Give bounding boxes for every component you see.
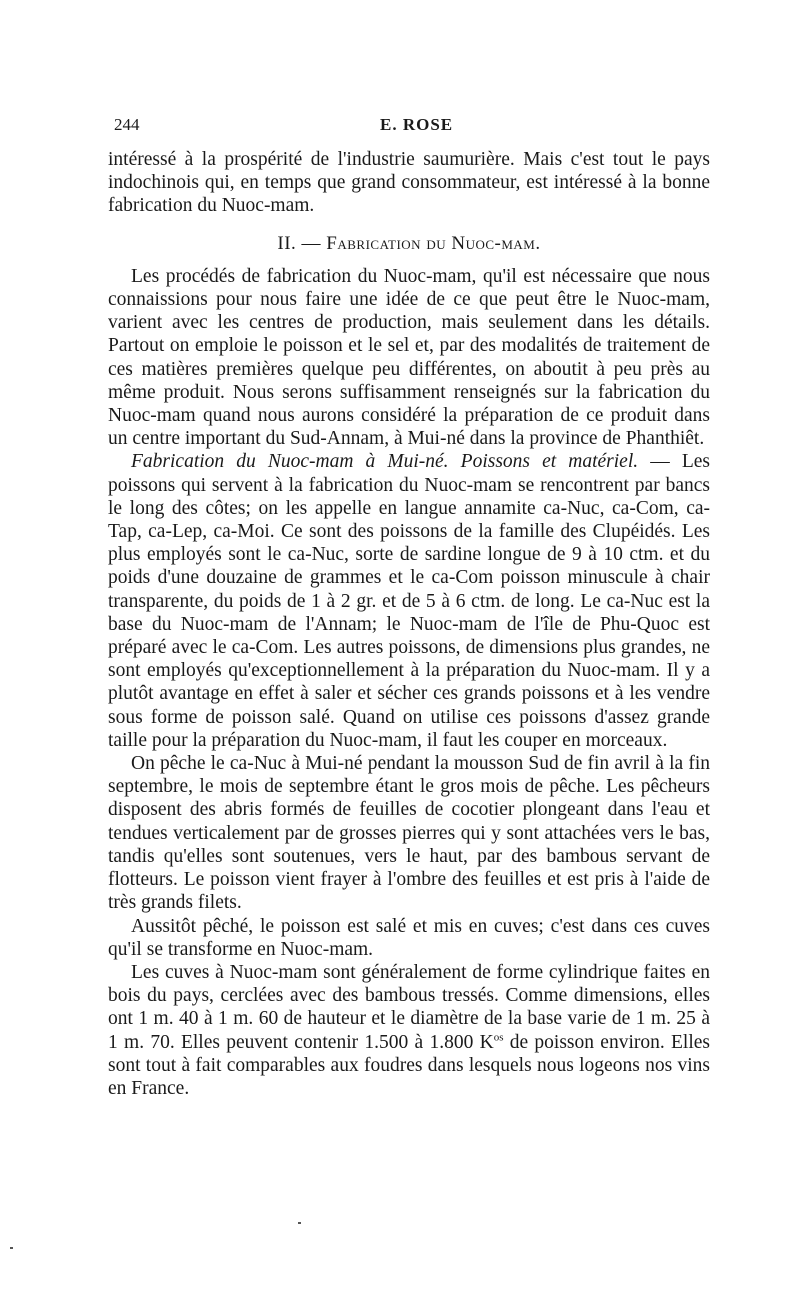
scan-speck [10,1247,13,1249]
paragraph-1: intéressé à la prospérité de l'industrie saumurière. Mais c'est tout le pays indochinois qui, en temps que grand consommateur, est intéressé à la bonne fabrication du Nuoc-mam. [108,149,710,217]
paragraph-2: Les procédés de fabrication du Nuoc-mam, qu'il est nécessaire que nous connaissions pour nous faire une idée de ce que peut être le Nuoc-mam, varient avec les centres de production, mais seulement dans les détails. Partout on emploie le poisson et le sel et, par des modalités de traitement de ces matières premières quelque peu différentes, on aboutit à peu près au même produit. Nous serons suffisamment renseignés sur la fabrication du Nuoc-mam quand nous aurons considéré la préparation de ce produit dans un centre important du Sud-Annam, à Mui-né dans la province de Phanthiêt. [108,265,710,450]
running-head: E. ROSE [380,115,454,134]
subsection-heading: Fabrication du Nuoc-mam à Mui-né. Poissons et matériel. [131,451,639,473]
paragraph-6-text-a: Les cuves à Nuoc-mam sont généralement de forme cylindrique faites en bois du pays, cerclées avec des bambous tressés. Comme dimensions, elles ont 1 m. 40 à 1 m. 60 de hauteur et le diamètre de la base varie de 1 m. 25 à 1 m. 70. Elles peuvent contenir 1.500 à 1.800 K [108,961,710,1053]
page-number: 244 [114,115,140,134]
page-header [110,115,710,139]
paragraph-6 [108,961,710,1100]
paragraph-6-text-b: de poisson environ. Elles sont tout à fait comparables aux foudres dans lesquels nous logeons nos vins en France. [108,1031,710,1099]
paragraph-4: On pêche le ca-Nuc à Mui-né pendant la mousson Sud de fin avril à la fin septembre, le mois de septembre étant le gros mois de pêche. Les pêcheurs disposent des abris formés de feuilles de cocotier plongeant dans l'eau et tendues verticalement par de grosses pierres qui y sont attachées vers le bas, tandis qu'elles sont soutenues, vers le haut, par des bambous servant de flotteurs. Le poisson vient frayer à l'ombre des feuilles et est pris à l'aide de très grands filets. [108,753,710,914]
paragraph-6-superscript: os [493,1031,504,1044]
paragraph-5: Aussitôt pêché, le poisson est salé et mis en cuves; c'est dans ces cuves qu'il se transforme en Nuoc-mam. [108,915,710,960]
section-title: II. — Fabrication du Nuoc-mam. [277,232,541,254]
body-text [108,148,710,1100]
paragraph-3 [108,450,710,752]
scan-speck [298,1222,301,1224]
paragraph-3-text: — Les poissons qui servent à la fabrication du Nuoc-mam se rencontrent par bancs le long des côtes; on les appelle en langue annamite ca-Nuc, ca-Com, ca-Tap, ca-Lep, ca-Moi. Ce sont des poissons de la famille des Clupéidés. Les plus employés sont le ca-Nuc, sorte de sardine longue de 9 à 10 ctm. et du poids d'une douzaine de grammes et le ca-Com poisson minuscule à chair transparente, du poids de 1 à 2 gr. et de 5 à 6 ctm. de long. Le ca-Nuc est la base du Nuoc-mam de l'Annam; le Nuoc-mam de l'île de Phu-Quoc est préparé avec le ca-Com. Les autres poissons, de dimensions plus grandes, ne sont employés qu'exceptionnellement à la préparation du Nuoc-mam. Il y a plutôt avantage en effet à saler et sécher ces grands poissons et à les vendre sous forme de poisson salé. Quand on utilise ces poissons d'assez grande taille pour la préparation du Nuoc-mam, il faut les couper en morceaux. [108,451,710,751]
